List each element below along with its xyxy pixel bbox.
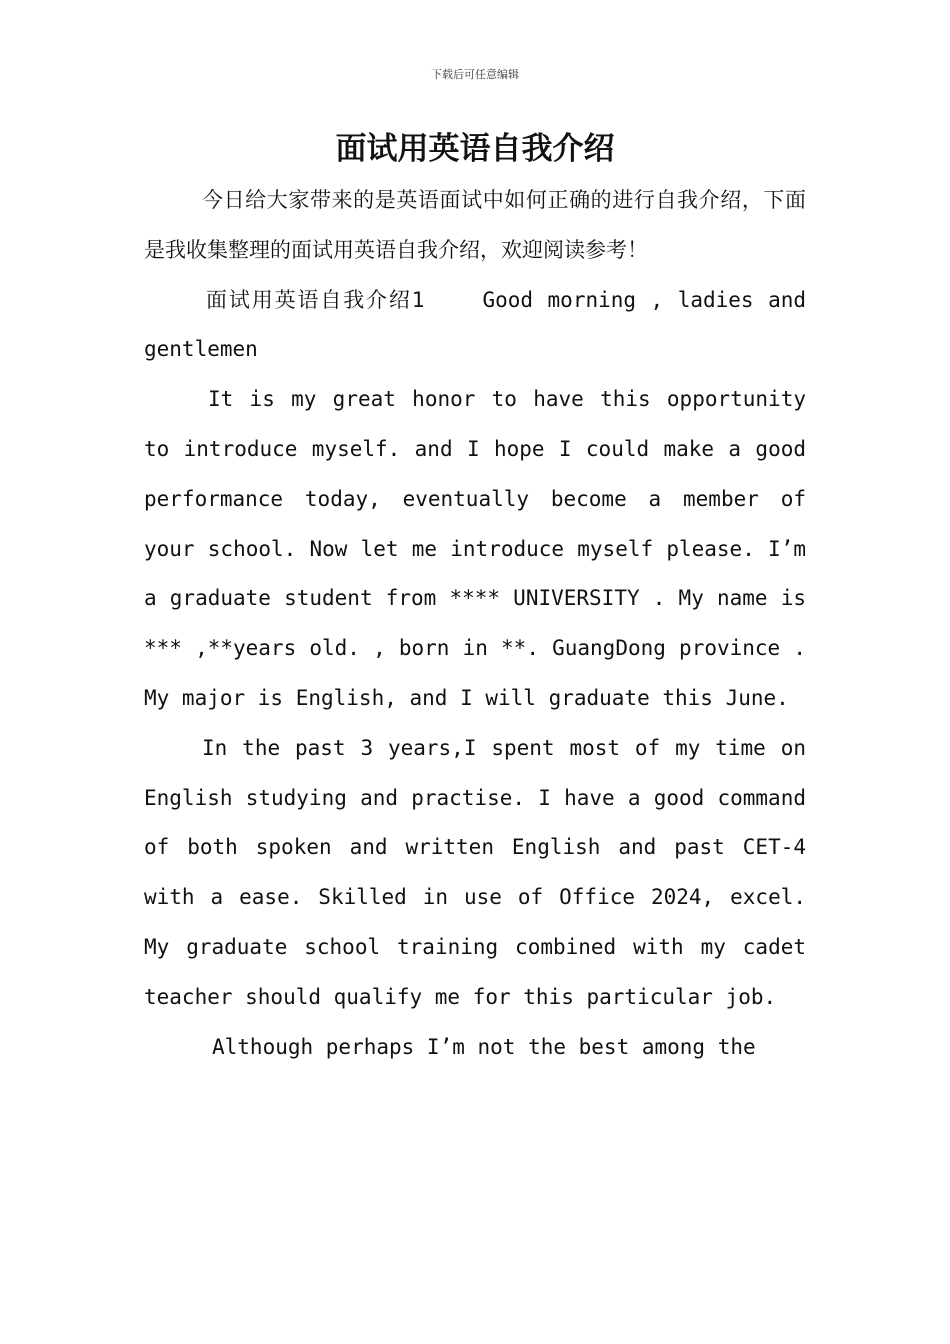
- paragraph-study: In the past 3 years,I spent most of my time on English studying and practise. I have a good command of both spoken and written English and past CET-4 with a ease. Skilled in use of Office 2024, excel. My graduate school training combined with my cadet teacher should qualify me for this particular job.: [144, 735, 806, 1009]
- document-title: 面试用英语自我介绍: [335, 131, 615, 167]
- paragraph-greeting: 面试用英语自我介绍1 Good morning , ladies and gentlemen: [144, 287, 806, 362]
- paragraph-although: Although perhaps I’m not the best among the: [212, 1034, 756, 1059]
- paragraph-introduction: It is my great honor to have this opportunity to introduce myself. and I hope I could make a good performance today, eventually become a member of your school. Now let me introduce myself please. I’m a graduate student from **** UNIVERSITY . My name is *** ,**years old. , born in **. GuangDong province . My major is English, and I will graduate this June.: [144, 387, 806, 710]
- document-body: [144, 176, 806, 1072]
- paragraph-intro: 今日给大家带来的是英语面试中如何正确的进行自我介绍，下面是我收集整理的面试用英语自我介绍，欢迎阅读参考！: [144, 188, 806, 262]
- header-note: 下载后可任意编辑: [431, 68, 519, 81]
